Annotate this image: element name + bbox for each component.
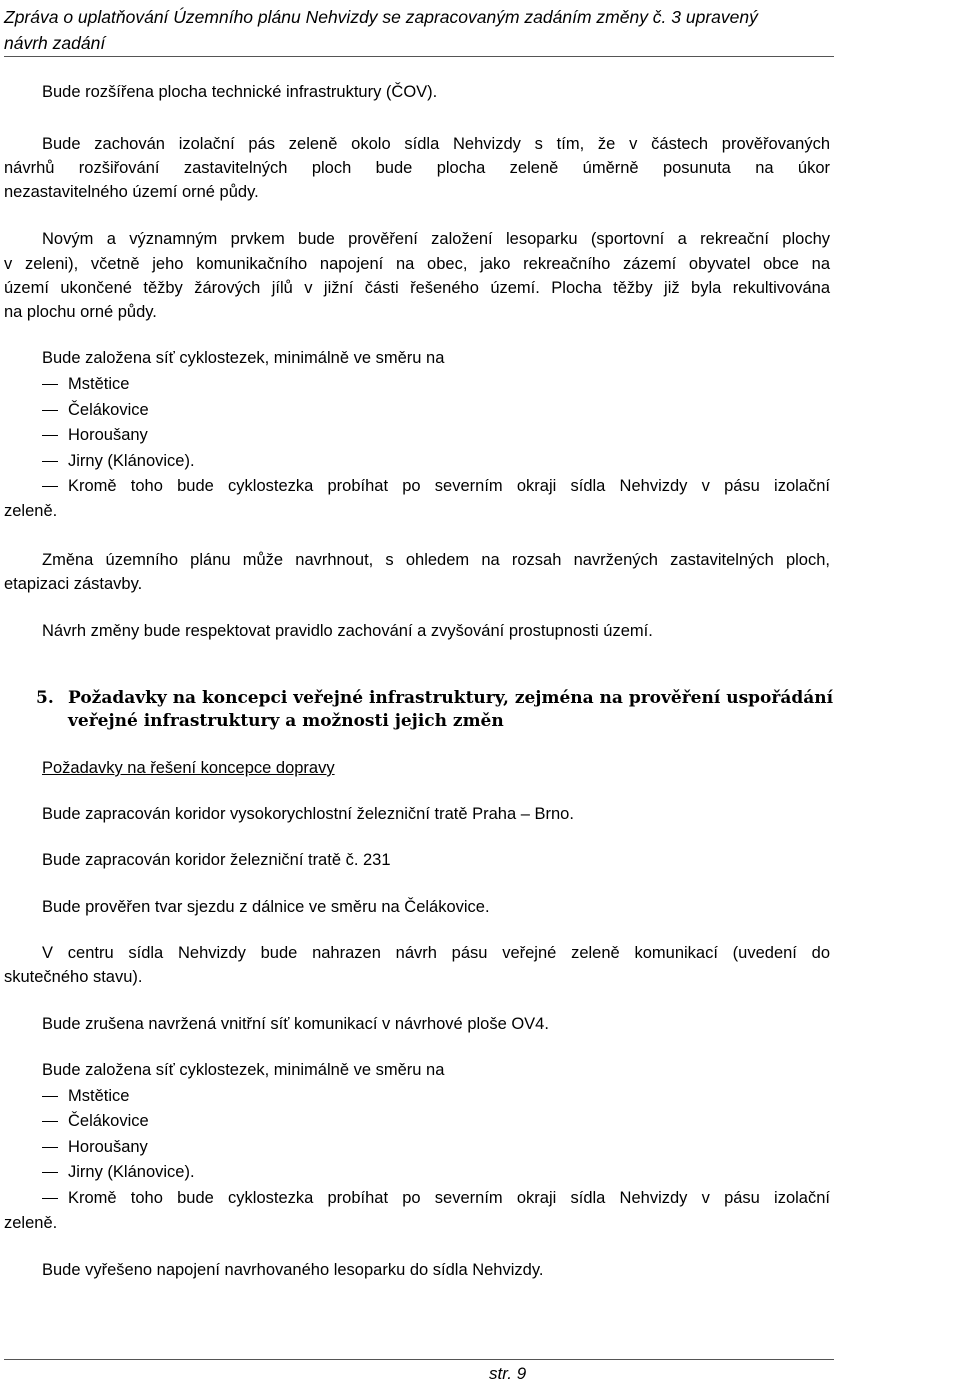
list-item-extra-cont: zeleně. [4, 1214, 58, 1232]
paragraph-zelen-line2: návrhů rozšiřování zastavitelných ploch bude plocha zeleně úměrně posunuta na úkor [4, 159, 830, 177]
paragraph-sjezd: Bude prověřen tvar sjezdu z dálnice ve směru na Čelákovice. [42, 898, 490, 916]
list-item: Jirny (Klánovice). [68, 1163, 195, 1181]
section-number: 5. [36, 688, 54, 708]
paragraph-lesopark-line1: Novým a významným prvkem bude prověření založení lesoparku (sportovní a rekreační plochy [42, 230, 830, 248]
subheading-doprava: Požadavky na řešení koncepce dopravy [42, 759, 335, 777]
list-item-extra-cont: zeleně. [4, 502, 58, 520]
list-dash [42, 1147, 58, 1148]
header-title-line2: návrh zadání [4, 33, 106, 53]
list-item-extra: Kromě toho bude cyklostezka probíhat po severním okraji sídla Nehvizdy v pásu izolační [68, 477, 830, 495]
cycle-intro-2: Bude založena síť cyklostezek, minimálně ve směru na [42, 1061, 445, 1079]
list-item: Horoušany [68, 1138, 148, 1156]
paragraph-lesopark-line3: území ukončené těžby žárových jílů v jižní části řešeného území. Plocha těžby již byla rekultivována [4, 279, 830, 297]
list-dash [42, 1198, 58, 1199]
paragraph-napojeni-lesoparku: Bude vyřešeno napojení navrhovaného lesoparku do sídla Nehvizdy. [42, 1261, 544, 1279]
list-item: Mstětice [68, 375, 130, 393]
paragraph-cov: Bude rozšířena plocha technické infrastruktury (ČOV). [42, 83, 438, 101]
list-item: Horoušany [68, 426, 148, 444]
list-dash [42, 1121, 58, 1122]
list-dash [42, 410, 58, 411]
paragraph-etapizace-line2: etapizaci zástavby. [4, 575, 143, 593]
header-title-line1: Zpráva o uplatňování Územního plánu Nehvizdy se zapracovaným zadáním změny č. 3 upravený [4, 7, 758, 27]
paragraph-ov4: Bude zrušena navržená vnitřní síť komunikací v návrhové ploše OV4. [42, 1015, 549, 1033]
paragraph-zelen-line3: nezastavitelného území orné půdy. [4, 183, 259, 201]
page-number: str. 9 [489, 1364, 527, 1383]
list-item: Jirny (Klánovice). [68, 452, 195, 470]
paragraph-koridor-231: Bude zapracován koridor železniční tratě č. 231 [42, 851, 391, 869]
paragraph-koridor-vrt: Bude zapracován koridor vysokorychlostní železniční tratě Praha – Brno. [42, 805, 574, 823]
list-dash [42, 1172, 58, 1173]
paragraph-centrum-line2: skutečného stavu). [4, 968, 143, 986]
cycle-intro: Bude založena síť cyklostezek, minimálně ve směru na [42, 349, 445, 367]
footer-divider [4, 1359, 834, 1360]
list-item: Čelákovice [68, 1112, 149, 1130]
list-item: Mstětice [68, 1087, 130, 1105]
paragraph-lesopark-line2: v zeleni), včetně jeho komunikačního napojení na obec, jako rekreačního zázemí obyvatel obce na [4, 255, 830, 273]
paragraph-zelen-line1: Bude zachován izolační pás zeleně okolo sídla Nehvizdy s tím, že v částech prověřovaných [42, 135, 830, 153]
list-item-extra: Kromě toho bude cyklostezka probíhat po severním okraji sídla Nehvizdy v pásu izolační [68, 1189, 830, 1207]
paragraph-etapizace-line1: Změna územního plánu může navrhnout, s ohledem na rozsah navržených zastavitelných ploch, [42, 551, 830, 569]
list-dash [42, 435, 58, 436]
list-dash [42, 486, 58, 487]
list-dash [42, 384, 58, 385]
list-dash [42, 1096, 58, 1097]
paragraph-centrum-line1: V centru sídla Nehvizdy bude nahrazen návrh pásu veřejné zeleně komunikací (uvedení do [42, 944, 830, 962]
paragraph-prostupnost: Návrh změny bude respektovat pravidlo zachování a zvyšování prostupnosti území. [42, 622, 653, 640]
header-divider [4, 56, 834, 57]
list-dash [42, 461, 58, 462]
list-item: Čelákovice [68, 401, 149, 419]
section-title-line1: Požadavky na koncepci veřejné infrastruktury, zejména na prověření uspořádání [68, 688, 834, 708]
paragraph-lesopark-line4: na plochu orné půdy. [4, 303, 157, 321]
section-title-line2: veřejné infrastruktury a možnosti jejich změn [68, 711, 504, 731]
